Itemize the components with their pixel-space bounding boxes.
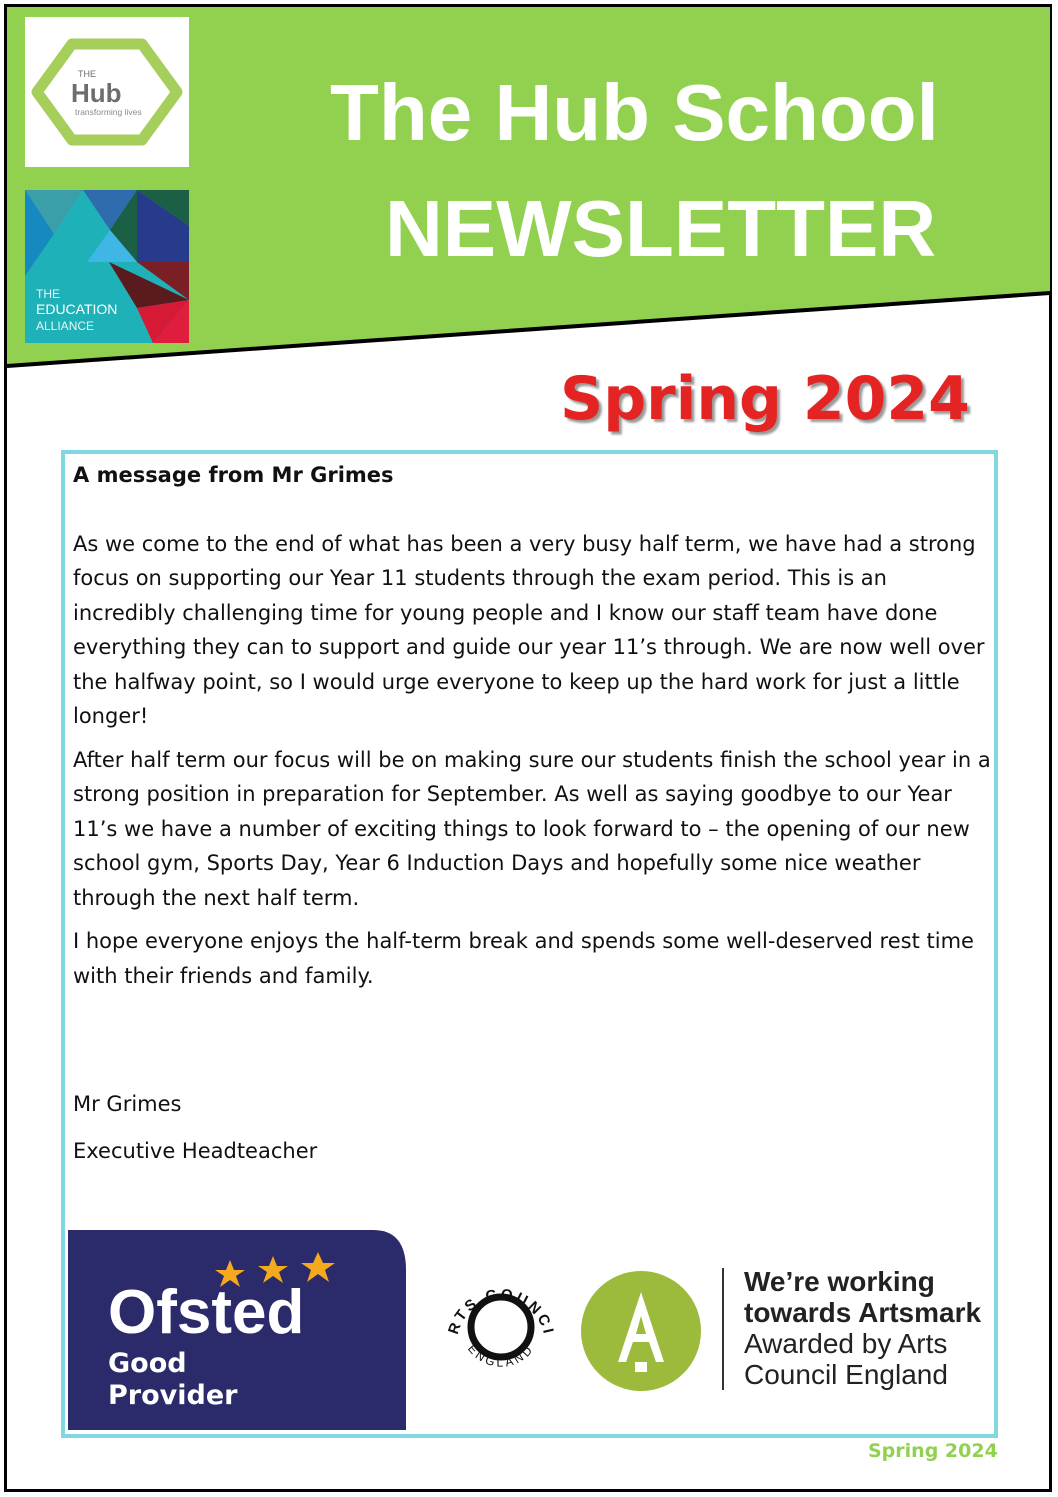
ofsted-name: Ofsted — [108, 1278, 305, 1347]
newsletter-title-line2: NEWSLETTER — [385, 184, 937, 273]
message-paragraph-2: After half term our focus will be on making sure our students finish the school year in a strong position in preparation for September. As well as saying goodbye to our Year 11’s we have a number of exciting things to look forward to – the opening of our new school gym, Sports Day, Year 6 Induction Days and hopefully some nice weather through the next half term. — [73, 747, 991, 910]
footer-edition: Spring 2024 — [868, 1440, 998, 1462]
artsmark-logo — [580, 1270, 702, 1392]
message-heading: A message from Mr Grimes — [73, 463, 394, 487]
artsmark-divider — [722, 1268, 724, 1390]
artsmark-text — [744, 1266, 981, 1390]
hub-logo-small: THE — [78, 69, 96, 79]
artsmark-line3: Awarded by Arts — [744, 1328, 948, 1359]
svg-text:ARTS COUNCIL — [436, 1262, 557, 1338]
edition-title: Spring 2024 — [560, 364, 970, 434]
ea-logo-line2: EDUCATION — [36, 301, 118, 317]
hub-logo-tagline: transforming lives — [75, 107, 142, 117]
signature-title: Executive Headteacher — [73, 1138, 318, 1163]
artsmark-line2: towards Artsmark — [744, 1297, 982, 1328]
ofsted-line2: Provider — [108, 1380, 238, 1411]
message-content — [73, 458, 993, 1168]
artsmark-line1: We’re working — [744, 1266, 935, 1297]
ea-logo-line1: THE — [36, 287, 60, 301]
arts-council-top-text: RTS COUNCI — [444, 1285, 558, 1338]
artsmark-line4: Council England — [744, 1359, 948, 1390]
hub-logo — [25, 17, 189, 167]
message-paragraph-3: I hope everyone enjoys the half-term break and spends some well-deserved rest time with their friends and family. — [73, 929, 974, 988]
hub-logo-name: Hub — [71, 78, 122, 108]
ofsted-line1: Good — [108, 1348, 187, 1379]
education-alliance-logo — [25, 190, 189, 343]
newsletter-title-line1: The Hub School — [330, 68, 939, 157]
arts-council-logo — [436, 1262, 566, 1392]
signature-name: Mr Grimes — [73, 1092, 182, 1116]
ofsted-badge — [68, 1230, 406, 1430]
ea-logo-line3: ALLIANCE — [36, 319, 95, 333]
message-paragraph-1: As we come to the end of what has been a very busy half term, we have had a strong focus on supporting our Year 11 students through the exam period. This is an incredibly challenging time for young people and I know our staff team have done everything they can to support and guide our year 11’s through. We are now well over the halfway point, so I would urge everyone to keep up the hard work for just a little longer! — [73, 531, 985, 728]
arts-council-bottom-text: ENGLAND — [464, 1341, 538, 1370]
